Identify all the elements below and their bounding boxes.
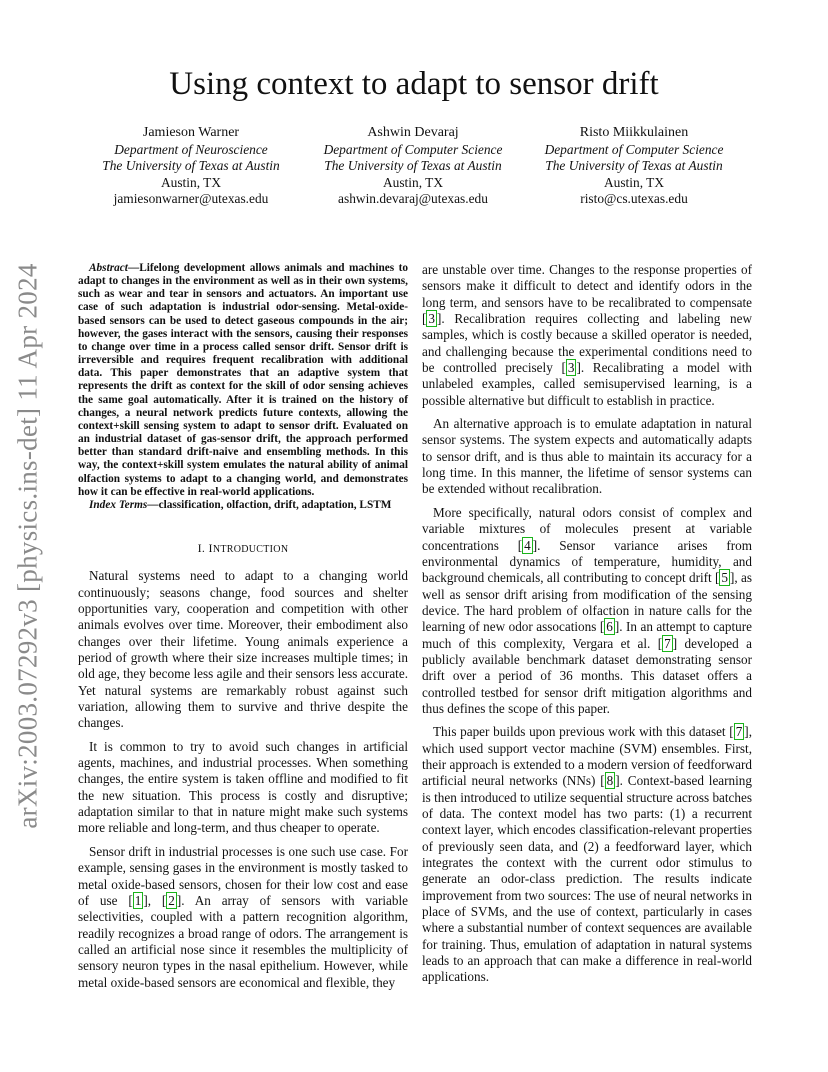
abstract-label: Abstract <box>89 262 128 274</box>
citation-link[interactable]: 3 <box>567 360 575 376</box>
author-email: jamiesonwarner@utexas.edu <box>113 191 269 207</box>
paragraph: It is common to try to avoid such changes in artificial agents, machines, and industrial processes. When something changes, the entire system is taken offline and modified to fit the new situation. This process is costly and disruptive; adaptation similar to that in nature might make such systems more reliable and long-term, and thus cheaper to operate. <box>78 738 408 836</box>
citation-link[interactable]: 8 <box>606 773 614 789</box>
section-heading-introduction: I. INTRODUCTION <box>197 540 289 555</box>
author-name: Risto Miikkulainen <box>579 125 689 140</box>
abstract-text: —Lifelong development allows animals and machines to adapt to changes in the environment as well as in their own systems, such as wear and tear in sensors and actuators. An important use case of such adaptation is industrial odor-sensing. Metal-oxide-based sensors can be used to detect gaseous compounds in the air; however, the gases interact with the sensors, causing their responses to change over time in a process called sensor drift. Sensor drift is irreversible and requires frequent recalibration with additional data. This paper demonstrates that an adaptive system that represents the drift as context for the skill of odor sensing achieves the same goal automatically. After it is trained on the history of changes, a neural network predicts future contexts, allowing the context+skill sensing system to adapt to sensor drift. Evaluated on an industrial dataset of gas-sensor drift, the approach performed better than standard drift-naive and ensembling methods. In this way, the context+skill system emulates the natural ability of animal olfaction systems to adapt to a changing world, and demonstrates how it can be effective in real-world applications. <box>78 262 408 498</box>
author-department: Department of Computer Science <box>544 141 724 157</box>
citation-link[interactable]: 2 <box>168 892 175 908</box>
citation-link[interactable]: 6 <box>606 619 613 635</box>
author-email: risto@cs.utexas.edu <box>580 191 688 207</box>
abstract <box>78 262 408 499</box>
arxiv-identifier: arXiv:2003.07292v3 [physics.ins-det] 11 Apr 2024 <box>12 263 43 829</box>
author-block-2 <box>288 125 538 208</box>
author-university: The University of Texas at Austin <box>545 158 723 174</box>
author-block-3 <box>509 125 759 208</box>
paragraph: Sensor drift in industrial processes is one such use case. For example, sensing gases in the environment is mostly tasked to metal oxide-based sensors, chosen for their low cost and ease of use [ 1 ], [ 2 ]. An array of sensors with variable selectivities, coupled with a pattern recognition algorithm, readily recognizes a broad range of odors. The arrangement is called an artificial nose since it resembles the multiplicity of sensory neuron types in the nasal epithelium. However, while metal oxide-based sensors are economical and flexible, they <box>78 843 408 990</box>
index-terms-text: —classification, olfaction, drift, adaptation, LSTM <box>147 498 392 511</box>
citation-link[interactable]: 7 <box>735 724 743 740</box>
author-name: Jamieson Warner <box>142 125 240 140</box>
paragraph: More specifically, natural odors consist of complex and variable mixtures of molecules present at variable concentrations [ 4 ]. Sensor variance arises from environmental dynamics of temperature, humidity, and background chemicals, all contributing to concept drift [ 5 ], as well as sensor drift arising from modification of the sensing device. The hard problem of olfaction in nature calls for the learning of new odor assocations [ 6 ]. In an attempt to capture much of this complexity, Vergara et al. [ 7 ] developed a publicly available benchmark dataset demonstrating sensor drift over a period of 36 months. This dataset offers a controlled testbed for sensor drift mitigation algorithms and thus defines the scope of this paper. <box>422 504 752 716</box>
citation-link[interactable]: 7 <box>664 635 671 651</box>
paragraph: An alternative approach is to emulate adaptation in natural sensor systems. The system expects and automatically adapts to sensor drift, and is thus able to maintain its accuracy for a long time. In this manner, the lifetime of sensor systems can be extended without recalibration. <box>422 416 752 497</box>
author-department: Department of Neuroscience <box>114 141 268 157</box>
citation-link[interactable]: 4 <box>524 537 531 553</box>
index-terms-label: Index Terms <box>89 498 148 511</box>
author-city: Austin, TX <box>382 174 444 190</box>
paper-title: Using context to adapt to sensor drift <box>169 66 659 102</box>
left-column <box>78 262 408 991</box>
author-university: The University of Texas at Austin <box>102 158 280 174</box>
author-city: Austin, TX <box>160 174 222 190</box>
index-terms <box>78 499 408 512</box>
citation-link[interactable]: 3 <box>428 311 435 327</box>
author-city: Austin, TX <box>603 174 665 190</box>
citation-link[interactable]: 1 <box>134 892 142 908</box>
author-name: Ashwin Devaraj <box>367 125 459 140</box>
author-university: The University of Texas at Austin <box>324 158 502 174</box>
author-block-1 <box>66 125 316 208</box>
right-column <box>422 262 752 986</box>
paragraph: Natural systems need to adapt to a changing world continuously; seasons change, food sources and shelter opportunities vary, cooperation and competition with other animals evolves over time. Moreover, their embodiment also changes over their lifetime. Young animals experience a period of growth where their size increases multiple times; in old age, they become less agile and their sensors less accurate. Yet natural systems are remarkably robust against such variation, allowing them to survive and thrive despite the changes. <box>78 568 408 731</box>
author-department: Department of Computer Science <box>323 141 503 157</box>
author-email: ashwin.devaraj@utexas.edu <box>338 191 488 207</box>
paragraph: are unstable over time. Changes to the response properties of sensors make it difficult to detect and identify odors in the long term, and sensors have to be recalibrated to compensate [ 3 ]. Recalibration requires collecting and labeling new samples, which is costly because a skilled operator is needed, and challenging because the experimental conditions need to be controlled precisely [ 3 ]. Recalibrating a model with unlabeled examples, called semisupervised learning, is a possible alternative but difficult to establish in practice. <box>422 262 752 408</box>
citation-link[interactable]: 5 <box>721 570 728 586</box>
paragraph: This paper builds upon previous work with this dataset [ 7 ], which used support vector machine (SVM) ensembles. First, their approach is extended to a modern version of feedforward artificial neural networks (NNs) [ 8 ]. Context-based learning is then introduced to utilize sequential structure across batches of data. The context model has two parts: (1) a recurrent context layer, which encodes classification-relevant properties of previously seen data, and (2) a feedforward layer, which integrates the context with the current odor stimulus to generate an odor-class prediction. The results indicate improvement from two sources: The use of neural networks in place of SVMs, and the use of context, particularly in cases where a substantial number of context sequences are available for training. Thus, emulation of adaptation in natural systems leads to an approach that can make a difference in real-world applications. <box>422 724 752 985</box>
